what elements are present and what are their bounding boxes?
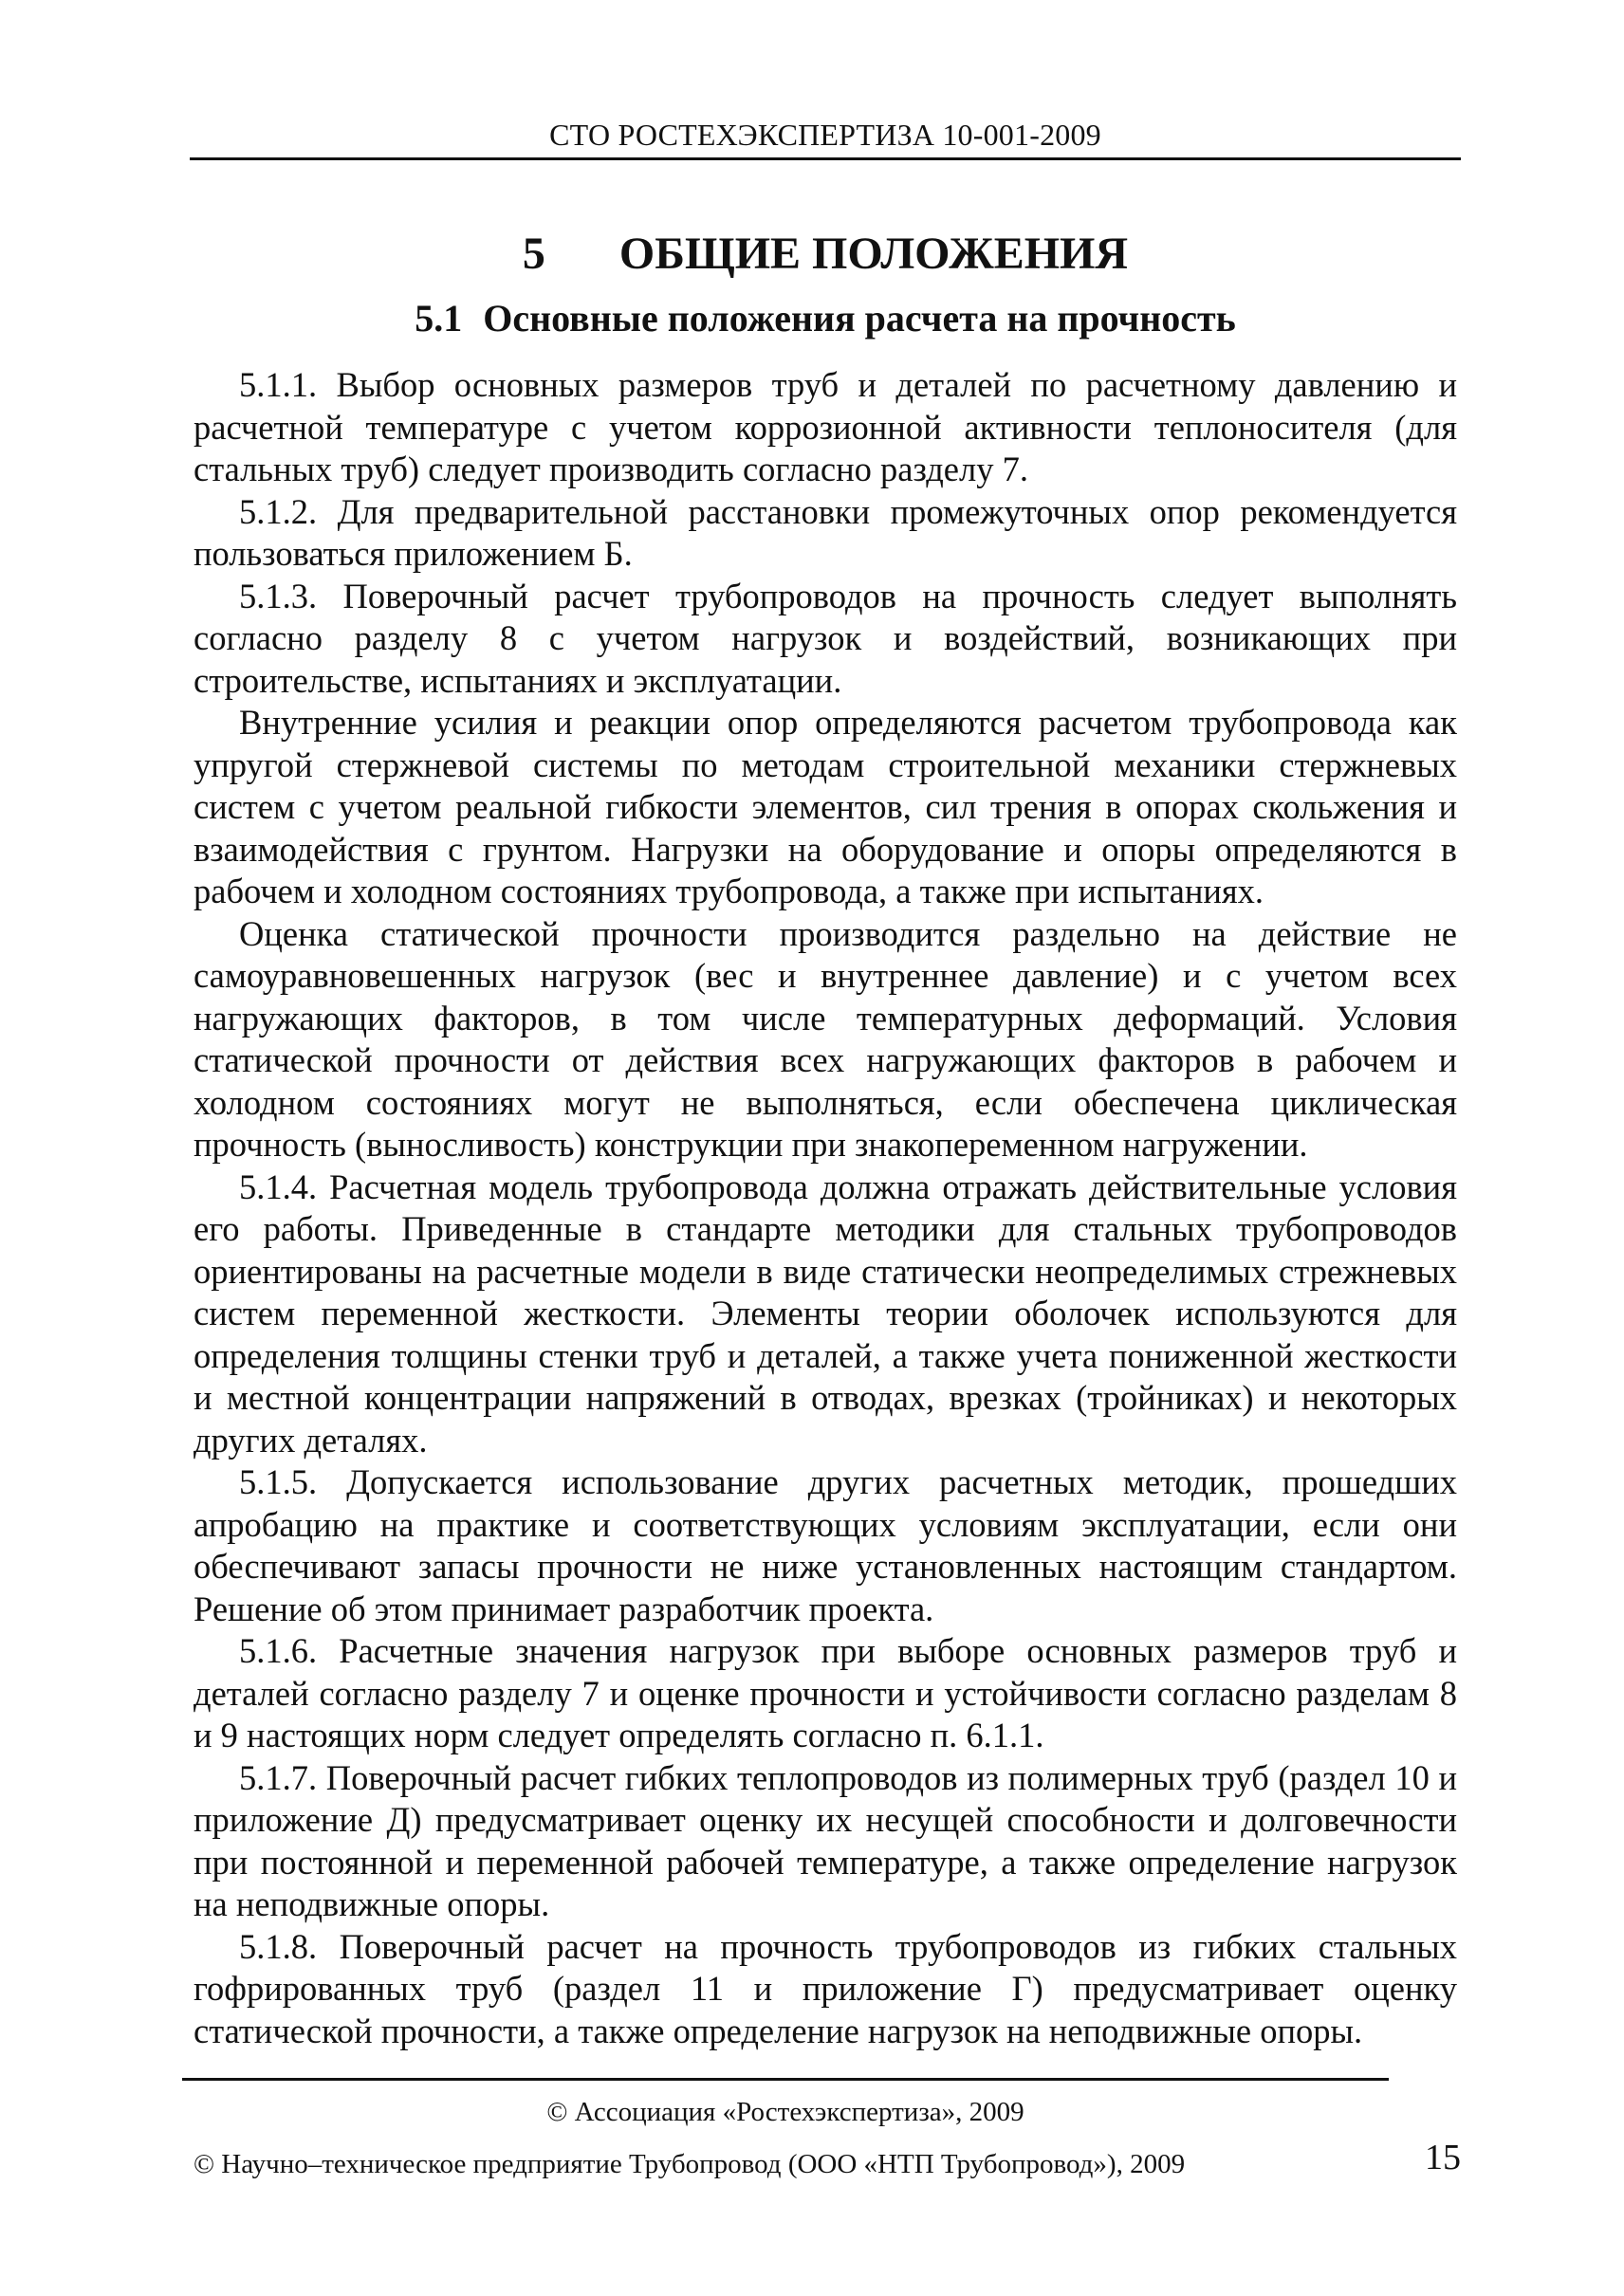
page-number: 15 [1425,2138,1461,2177]
paragraph-internal-forces: Внутренние усилия и реакции опор определяются расчетом трубопровода как упругой стержневой системы по методам строительной механики стержневых систем с учетом реальной гибкости элементов, сил трения в опорах скольжения и взаимодействия с грунтом. Нагрузки на оборудование и опоры определяются в рабочем и холодном состояниях трубопровода, а также при испытаниях. [194,703,1457,910]
paragraph-5-1-2: 5.1.2. Для предварительной расстановки промежуточных опор рекомендуется пользоваться приложением Б. [194,491,1457,573]
chapter-heading [190,226,1461,283]
paragraph-5-1-8: 5.1.8. Поверочный расчет на прочность трубопроводов из гибких стальных гофрированных труб (раздел 11 и приложение Г) предусматривает оценку статической прочности, а также определение нагрузок на неподвижные опоры. [194,1926,1457,2050]
footer-rule [182,2078,1389,2081]
paragraph-static-strength: Оценка статической прочности производится раздельно на действие не самоуравновешенных нагрузок (вес и внутреннее давление) и с учетом всех нагружающих факторов, в том числе температурных деформаций. Условия статической прочности от действия всех нагружающих факторов в рабочем и холодном состояниях могут не выполняться, если обеспечена циклическая прочность (выносливость) конструкции при знакопеременном нагружении. [194,913,1457,1164]
paragraph-5-1-6: 5.1.6. Расчетные значения нагрузок при выборе основных размеров труб и деталей согласно разделу 7 и оценке прочности и устойчивости согласно разделам 8 и 9 настоящих норм следует определять согласно п. 6.1.1. [194,1631,1457,1754]
chapter-title: ОБЩИЕ ПОЛОЖЕНИЯ [618,229,1129,279]
section-title: Основные положения расчета на прочность [483,297,1236,340]
header-rule [190,157,1461,160]
paragraph-5-1-1: 5.1.1. Выбор основных размеров труб и деталей по расчетному давлению и расчетной температуре с учетом коррозионной активности теплоносителя (для стальных труб) следует производить согласно разделу 7. [194,365,1457,488]
paragraph-5-1-7: 5.1.7. Поверочный расчет гибких теплопроводов из полимерных труб (раздел 10 и приложение Д) предусматривает оценку их несущей способности и долговечности при постоянной и переменной рабочей температуре, а также определение нагрузок на неподвижные опоры. [194,1757,1457,1923]
section-heading [190,294,1461,343]
paragraph-5-1-3: 5.1.3. Поверочный расчет трубопроводов на прочность следует выполнять согласно разделу 8 с учетом нагрузок и воздействий, возникающих при строительстве, испытаниях и эксплуатации. [194,576,1457,700]
footer-copyright-enterprise: © Научно–техническое предприятие Трубопровод (ООО «НТП Трубопровод»), 2009 [194,2149,1186,2179]
running-header: СТО РОСТЕХЭКСПЕРТИЗА 10-001-2009 [549,118,1101,152]
paragraph-5-1-4: 5.1.4. Расчетная модель трубопровода должна отражать действительные условия его работы. Приведенные в стандарте методики для стальных трубопроводов ориентированы на расчетные модели в виде статически неопределимых стрежневых систем переменной жесткости. Элементы теории оболочек используются для определения толщины стенки труб и деталей, а также учета пониженной жесткости и местной концентрации напряжений в отводах, врезках (тройниках) и некоторых других деталях. [194,1166,1457,1460]
footer-copyright-association: © Ассоциация «Ростехэкспертиза», 2009 [546,2097,1024,2127]
body-text [194,364,1457,2052]
section-number: 5.1 [415,297,463,340]
paragraph-5-1-5: 5.1.5. Допускается использование других расчетных методик, прошедших апробацию на практике и соответствующих условиям эксплуатации, если они обеспечивают запасы прочности не ниже установленных настоящим стандартом. Решение об этом принимает разработчик проекта. [194,1462,1457,1628]
chapter-number: 5 [522,229,545,279]
